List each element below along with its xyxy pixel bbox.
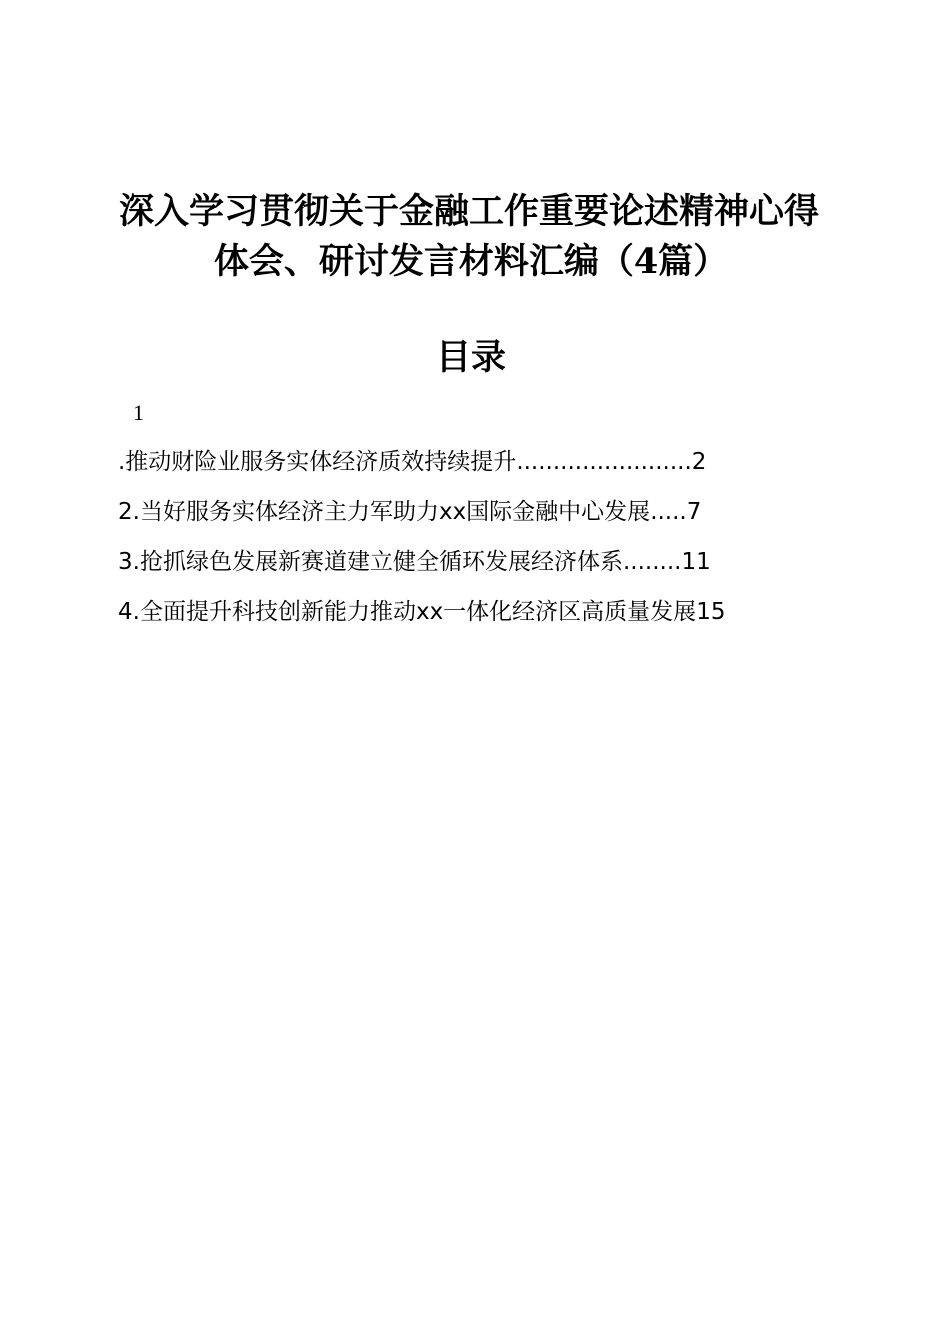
toc-item-leader: ..... xyxy=(650,499,687,525)
toc-item-4[interactable] xyxy=(118,594,838,644)
toc-list xyxy=(118,444,838,644)
toc-item-page: 2 xyxy=(691,449,707,475)
toc-item-2[interactable] xyxy=(118,494,838,544)
toc-heading: 目录 xyxy=(435,337,506,378)
toc-item-text: .抢抓绿色发展新赛道建立健全循环发展经济体系 xyxy=(132,549,623,575)
toc-item-text: .当好服务实体经济主力军助力xx国际金融中心发展 xyxy=(132,499,651,525)
toc-item-number: 2 xyxy=(118,499,133,525)
toc-item-number: 3 xyxy=(118,549,133,575)
toc-item-page: 11 xyxy=(681,549,711,575)
document-title-line-2: 体会、研讨发言材料汇编（4篇） xyxy=(213,241,729,282)
toc-item-text: .全面提升科技创新能力推动xx一体化经济区高质量发展 xyxy=(132,599,697,625)
toc-item-3[interactable] xyxy=(118,544,838,594)
document-title-line-1: 深入学习贯彻关于金融工作重要论述精神心得 xyxy=(118,191,819,232)
toc-item-1[interactable] xyxy=(118,444,838,494)
toc-item-text: .推动财险业服务实体经济质效持续提升 xyxy=(118,449,517,475)
toc-first-number: 1 xyxy=(133,400,144,425)
toc-item-leader: ........ xyxy=(622,549,682,575)
toc-item-leader: ........................ xyxy=(516,449,692,475)
toc-item-page: 15 xyxy=(696,599,726,625)
toc-item-page: 7 xyxy=(686,499,702,525)
toc-item-number: 4 xyxy=(118,599,133,625)
